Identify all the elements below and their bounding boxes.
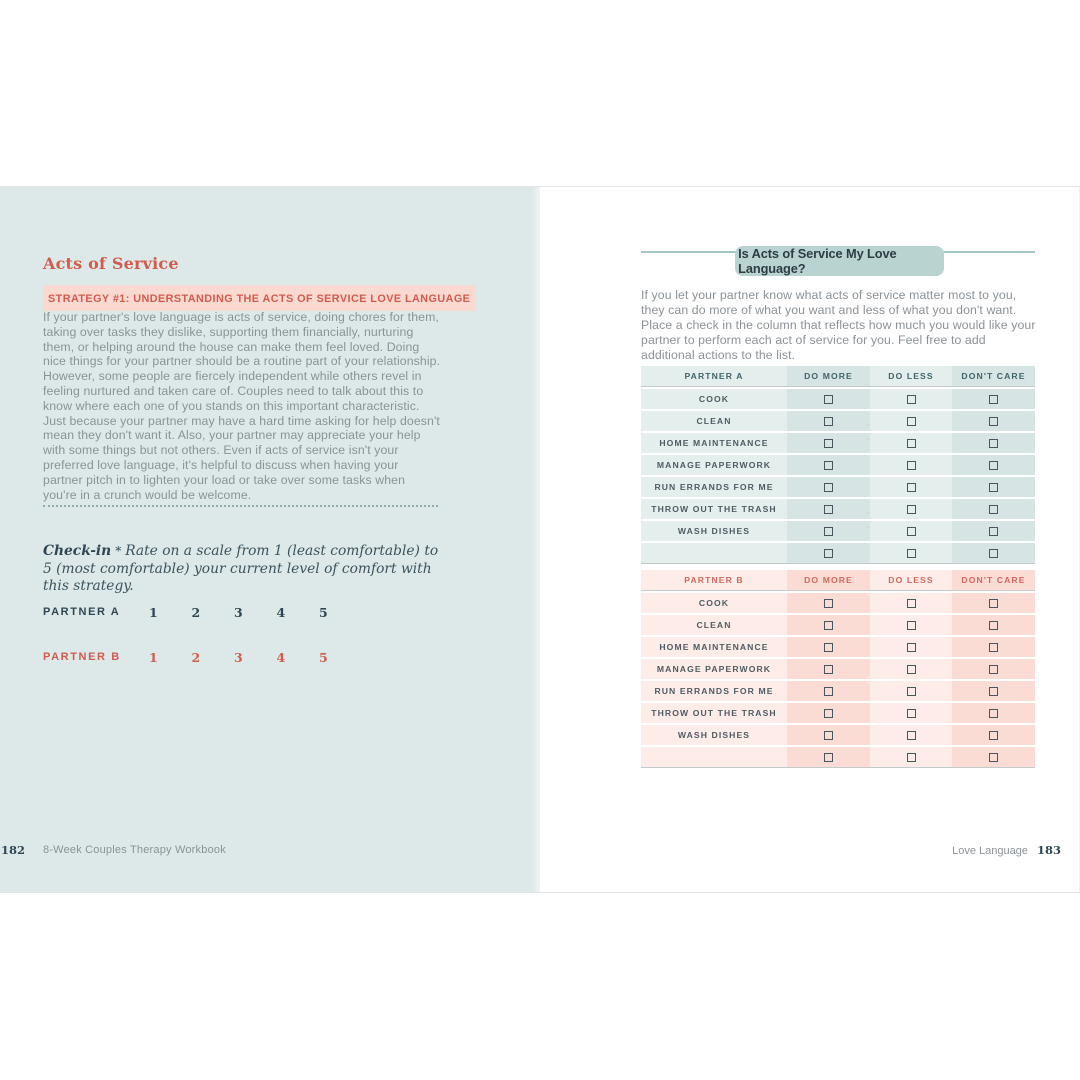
right-page	[540, 187, 1080, 892]
checkbox-cell	[787, 681, 870, 701]
checkbox-cell	[787, 637, 870, 657]
checkbox[interactable]	[907, 621, 916, 630]
checkbox[interactable]	[824, 483, 833, 492]
checkbox[interactable]	[989, 665, 998, 674]
checkbox-cell	[870, 433, 952, 453]
checkbox-cell	[952, 389, 1035, 409]
row-label: THROW OUT THE TRASH	[641, 703, 787, 723]
column-header: DON'T CARE	[952, 366, 1035, 386]
row-label: MANAGE PAPERWORK	[641, 659, 787, 679]
checkbox[interactable]	[989, 527, 998, 536]
checkbox-cell	[870, 593, 952, 613]
checkbox[interactable]	[907, 483, 916, 492]
checkbox-cell	[952, 637, 1035, 657]
checkbox[interactable]	[824, 527, 833, 536]
checkbox-cell	[870, 543, 952, 563]
checkbox[interactable]	[824, 643, 833, 652]
dotted-divider	[43, 505, 438, 507]
checkbox[interactable]	[824, 395, 833, 404]
checkbox-cell	[952, 499, 1035, 519]
checkbox[interactable]	[989, 461, 998, 470]
checkbox[interactable]	[989, 753, 998, 762]
checkbox[interactable]	[989, 417, 998, 426]
checkbox-cell	[787, 521, 870, 541]
checkbox-cell	[870, 681, 952, 701]
left-page	[0, 187, 540, 892]
scale-label-partner-a: PARTNER A	[43, 606, 121, 618]
rating-option-5[interactable]: 5	[319, 604, 328, 620]
checkin-instruction	[43, 543, 447, 596]
right-page-footer	[540, 843, 1079, 857]
checkbox-cell	[870, 659, 952, 679]
strategy-heading: STRATEGY #1: UNDERSTANDING THE ACTS OF SERVICE LOVE LANGUAGE	[48, 293, 471, 305]
page-number: 182	[1, 843, 26, 857]
column-header: DO LESS	[870, 366, 952, 386]
section-badge	[735, 246, 944, 276]
checkbox[interactable]	[907, 527, 916, 536]
checkbox[interactable]	[989, 731, 998, 740]
checkbox-cell	[952, 521, 1035, 541]
rating-option-3[interactable]: 3	[234, 604, 243, 620]
scale-label-partner-b: PARTNER B	[43, 651, 121, 663]
partner-b-table	[641, 570, 1035, 768]
table-row	[641, 679, 1035, 701]
table-row	[641, 453, 1035, 475]
checkbox-cell	[870, 615, 952, 635]
checkbox-cell	[870, 499, 952, 519]
checkin-text: Rate on a scale from 1 (least comfortable) to 5 (most comfortable) your current level of comfort with this strategy.	[43, 543, 439, 594]
checkbox[interactable]	[907, 395, 916, 404]
rating-option-1[interactable]: 1	[149, 649, 158, 665]
checkbox-cell	[787, 593, 870, 613]
asterisk-icon: *	[115, 544, 122, 558]
checkbox[interactable]	[824, 439, 833, 448]
row-label: CLEAN	[641, 411, 787, 431]
checkbox[interactable]	[907, 417, 916, 426]
checkbox-cell	[787, 389, 870, 409]
checkbox-cell	[952, 747, 1035, 767]
checkbox-cell	[870, 389, 952, 409]
checkbox[interactable]	[907, 753, 916, 762]
table-row	[641, 475, 1035, 497]
column-header: DO MORE	[787, 366, 870, 386]
row-label: MANAGE PAPERWORK	[641, 455, 787, 475]
checkbox-cell	[952, 455, 1035, 475]
checkbox-cell	[870, 521, 952, 541]
checkbox-cell	[952, 615, 1035, 635]
checkbox-cell	[952, 543, 1035, 563]
checkbox[interactable]	[989, 599, 998, 608]
rating-option-5[interactable]: 5	[319, 649, 328, 665]
checkbox[interactable]	[989, 505, 998, 514]
book-title: 8-Week Couples Therapy Workbook	[43, 844, 226, 856]
table-row	[641, 635, 1035, 657]
rating-option-4[interactable]: 4	[276, 649, 286, 665]
checkbox-cell	[870, 455, 952, 475]
checkbox-cell	[787, 477, 870, 497]
body-paragraph: If your partner's love language is acts of service, doing chores for them, taking over tasks they dislike, supporting them financially, nurturing them, or helping around the house can make them feel loved. Doing nice things for your partner should be a routine part of your relationship. However, some people are fiercely independent while others revel in feeling nurtured and taken care of. Couples need to talk about this to know where each one of you stands on this important characteristic. Just because your partner may have a hard time asking for help doesn't mean they don't want it. Also, your partner may appreciate your help with some things but not others. Even if acts of service isn't your preferred love language, it's helpful to discuss when having your partner pitch in to lighten your load or take over some tasks when you're in a crunch would be welcome.	[43, 310, 441, 502]
rating-option-3[interactable]: 3	[234, 649, 243, 665]
checkbox[interactable]	[989, 395, 998, 404]
table-row	[641, 431, 1035, 453]
checkbox[interactable]	[989, 621, 998, 630]
row-label: WASH DISHES	[641, 521, 787, 541]
row-label: COOK	[641, 389, 787, 409]
checkbox-cell	[952, 411, 1035, 431]
checkbox-cell	[870, 477, 952, 497]
checkbox-cell	[952, 681, 1035, 701]
intro-paragraph: If you let your partner know what acts of service matter most to you, they can do more of what you want and less of what you don't want. Place a check in the column that reflects how much you would like your partner to perform each act of service for you. Feel free to add additional actions to the list.	[641, 288, 1036, 362]
checkbox-cell	[870, 703, 952, 723]
checkbox[interactable]	[989, 643, 998, 652]
checkbox[interactable]	[907, 599, 916, 608]
partner-b-rating-scale	[43, 650, 362, 664]
table-row	[641, 591, 1035, 613]
table-row	[641, 613, 1035, 635]
checkbox[interactable]	[989, 709, 998, 718]
column-header: PARTNER A	[641, 366, 787, 386]
table-row	[641, 519, 1035, 541]
rating-option-1[interactable]: 1	[149, 604, 158, 620]
page-number: 183	[1036, 843, 1061, 857]
table-row	[641, 541, 1035, 563]
row-label: HOME MAINTENANCE	[641, 433, 787, 453]
checkbox-cell	[787, 703, 870, 723]
checkbox-cell	[952, 593, 1035, 613]
checkbox-cell	[870, 747, 952, 767]
checkbox-cell	[870, 725, 952, 745]
checkbox-cell	[787, 543, 870, 563]
row-label: HOME MAINTENANCE	[641, 637, 787, 657]
checkbox[interactable]	[907, 731, 916, 740]
checkbox[interactable]	[824, 505, 833, 514]
badge-title: Is Acts of Service My Love Language?	[738, 246, 897, 276]
checkbox[interactable]	[824, 709, 833, 718]
checkbox[interactable]	[907, 439, 916, 448]
rating-option-2[interactable]: 2	[191, 604, 201, 620]
checkbox[interactable]	[907, 665, 916, 674]
table-row	[641, 723, 1035, 745]
column-header: DON'T CARE	[952, 570, 1035, 590]
rating-options	[149, 605, 362, 620]
row-label: RUN ERRANDS FOR ME	[641, 681, 787, 701]
partner-a-table	[641, 366, 1035, 564]
checkbox-cell	[787, 725, 870, 745]
table-header-row	[641, 366, 1035, 387]
partner-a-rating-scale	[43, 605, 362, 619]
rating-option-4[interactable]: 4	[276, 604, 286, 620]
checkbox[interactable]	[989, 549, 998, 558]
checkbox-cell	[787, 747, 870, 767]
table-row	[641, 387, 1035, 409]
checkbox[interactable]	[907, 505, 916, 514]
row-label: CLEAN	[641, 615, 787, 635]
row-label	[641, 543, 787, 563]
checkbox-cell	[787, 659, 870, 679]
checkbox[interactable]	[824, 621, 833, 630]
checkbox-cell	[952, 725, 1035, 745]
checkbox[interactable]	[989, 483, 998, 492]
checkbox-cell	[952, 703, 1035, 723]
checkbox[interactable]	[907, 549, 916, 558]
checkbox-cell	[870, 637, 952, 657]
checkbox-cell	[787, 499, 870, 519]
checkbox[interactable]	[824, 753, 833, 762]
row-label: THROW OUT THE TRASH	[641, 499, 787, 519]
column-header: PARTNER B	[641, 570, 787, 590]
row-label: RUN ERRANDS FOR ME	[641, 477, 787, 497]
checkbox-cell	[787, 433, 870, 453]
checkbox[interactable]	[824, 461, 833, 470]
checkbox[interactable]	[824, 731, 833, 740]
checkbox[interactable]	[824, 417, 833, 426]
checkbox-cell	[787, 455, 870, 475]
book-spread	[0, 186, 1080, 893]
column-header: DO LESS	[870, 570, 952, 590]
row-label: WASH DISHES	[641, 725, 787, 745]
checkbox[interactable]	[824, 599, 833, 608]
chapter-title: Love Language	[952, 845, 1028, 857]
checkbox[interactable]	[907, 643, 916, 652]
row-label	[641, 747, 787, 767]
checkbox[interactable]	[907, 709, 916, 718]
column-header: DO MORE	[787, 570, 870, 590]
checkbox-cell	[787, 615, 870, 635]
rating-option-2[interactable]: 2	[191, 649, 201, 665]
checkbox[interactable]	[824, 549, 833, 558]
table-row	[641, 497, 1035, 519]
checkbox[interactable]	[907, 461, 916, 470]
table-row	[641, 701, 1035, 723]
table-row	[641, 409, 1035, 431]
table-row	[641, 657, 1035, 679]
checkbox[interactable]	[907, 687, 916, 696]
checkbox-cell	[787, 411, 870, 431]
strategy-heading-highlight	[43, 285, 476, 311]
checkbox-cell	[952, 477, 1035, 497]
checkin-label: Check-in	[43, 543, 112, 559]
checkbox[interactable]	[824, 665, 833, 674]
checkbox-cell	[952, 433, 1035, 453]
checkbox[interactable]	[989, 687, 998, 696]
checkbox[interactable]	[989, 439, 998, 448]
checkbox-cell	[870, 411, 952, 431]
table-row	[641, 745, 1035, 767]
checkbox-cell	[952, 659, 1035, 679]
rating-options	[149, 650, 362, 665]
row-label: COOK	[641, 593, 787, 613]
section-title: Acts of Service	[43, 254, 179, 273]
checkbox[interactable]	[824, 687, 833, 696]
table-header-row	[641, 570, 1035, 591]
